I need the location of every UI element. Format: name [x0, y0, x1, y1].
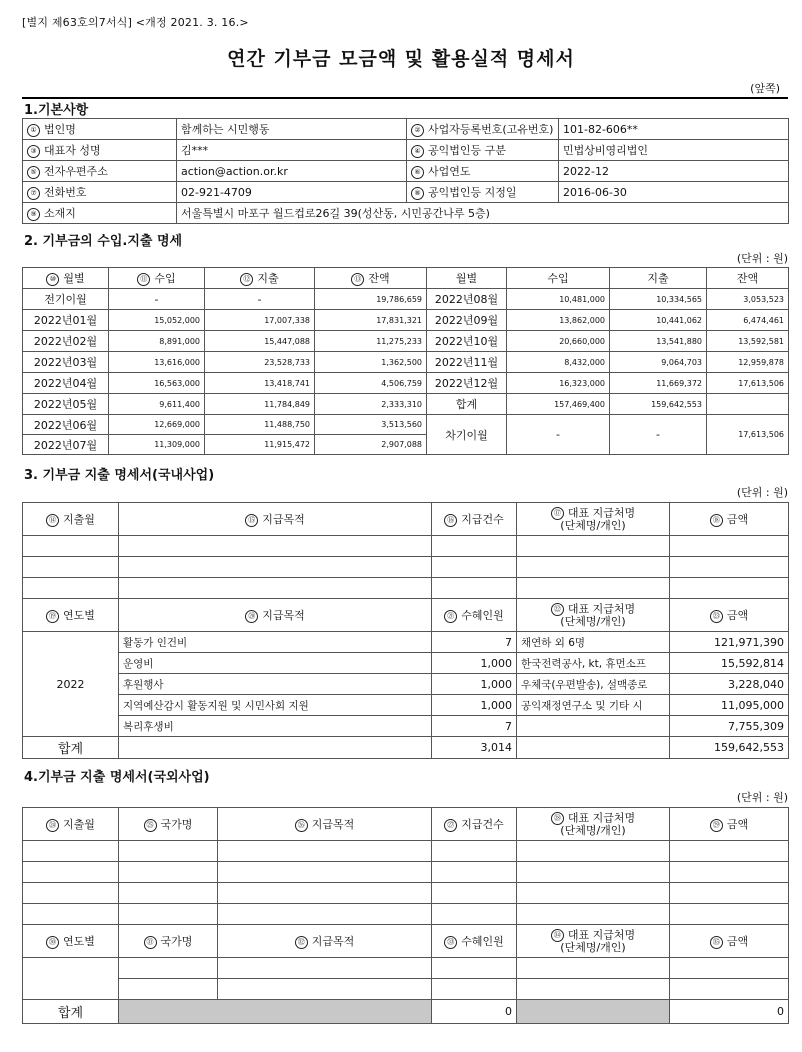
- header-label: 지급목적: [262, 513, 305, 526]
- field-label: 전화번호: [44, 186, 87, 199]
- label-cell: [23, 161, 177, 182]
- table-cell: 12,959,878: [707, 352, 789, 373]
- header-label: 수입: [154, 272, 176, 285]
- header-label: 대표 지급처명: [567, 602, 636, 615]
- header-label: 금액: [726, 513, 749, 526]
- item-number: ㉗: [444, 819, 457, 832]
- total-label: 합계: [23, 737, 119, 759]
- table-cell: 합계: [427, 394, 507, 415]
- table-cell: 0: [670, 1000, 789, 1024]
- table-cell: 3,053,523: [707, 289, 789, 310]
- address-value: 서울특별시 마포구 월드컵로26길 39(성산동, 시민공간나루 5층): [177, 203, 789, 224]
- table-cell: 17,613,506: [707, 373, 789, 394]
- table-header-row: [23, 925, 789, 958]
- table-cell: 함께하는 시민행동: [177, 119, 407, 140]
- table-cell: 전기이월: [23, 289, 109, 310]
- item-number: ⑩: [46, 273, 59, 286]
- header-label: 대표 지급처명: [567, 811, 636, 824]
- item-number: ⑬: [351, 273, 364, 286]
- shaded-cell: [119, 1000, 432, 1024]
- item-number: ㉙: [710, 819, 723, 832]
- table-cell: 16,323,000: [507, 373, 610, 394]
- table-cell: action@action.or.kr: [177, 161, 407, 182]
- item-number: ㉚: [46, 936, 59, 949]
- table-cell: 3,014: [432, 737, 517, 759]
- header-label: (단체명/개인): [560, 518, 626, 532]
- header-label: 월별: [63, 272, 85, 285]
- item-number: ⑤: [27, 166, 40, 179]
- label-cell: [407, 182, 559, 203]
- table-cell: 지역예산감시 활동지원 및 시민사회 지원: [119, 695, 432, 716]
- table-cell: 20,660,000: [507, 331, 610, 352]
- table-cell: 채연하 외 6명: [517, 632, 670, 653]
- table-cell: -: [610, 415, 707, 455]
- empty-row: [23, 536, 789, 557]
- field-label: 전자우편주소: [44, 165, 108, 178]
- table-cell: 8,891,000: [109, 331, 205, 352]
- table-cell: 2022년09월: [427, 310, 507, 331]
- table-cell: 공익재정연구소 및 기타 시: [517, 695, 670, 716]
- table-cell: 159,642,553: [610, 394, 707, 415]
- table-cell: 3,228,040: [670, 674, 789, 695]
- form-id: [별지 제63호의7서식] <개정 2021. 3. 16.>: [22, 16, 249, 29]
- table-cell: 1,000: [432, 653, 517, 674]
- table-cell: [517, 716, 670, 737]
- label-cell: [407, 119, 559, 140]
- empty-row: [23, 557, 789, 578]
- empty-row: [23, 883, 789, 904]
- item-number: ①: [27, 124, 40, 137]
- table-cell: 2022년12월: [427, 373, 507, 394]
- field-label: 사업연도: [428, 165, 471, 178]
- table-cell: 8,432,000: [507, 352, 610, 373]
- table-cell: 15,447,088: [205, 331, 315, 352]
- header-label: 연도별: [63, 935, 95, 948]
- table-cell: 지출: [610, 268, 707, 289]
- section2-unit: (단위 : 원): [736, 252, 788, 265]
- year-cell: 2022: [23, 632, 119, 737]
- item-number: ⑦: [27, 187, 40, 200]
- item-number: ⑮: [245, 514, 258, 527]
- income-expense-table: [22, 267, 789, 455]
- table-cell: [707, 394, 789, 415]
- header-label: 국가명: [160, 935, 193, 948]
- header-label: 지급목적: [311, 818, 355, 831]
- total-row: [23, 737, 789, 759]
- table-header-row: [23, 599, 789, 632]
- table-cell: 2,907,088: [315, 435, 427, 455]
- table-cell: 15,052,000: [109, 310, 205, 331]
- table-cell: 121,971,390: [670, 632, 789, 653]
- table-cell: 11,309,000: [109, 435, 205, 455]
- item-number: ⑧: [411, 187, 424, 200]
- page-title: 연간 기부금 모금액 및 활용실적 명세서: [227, 48, 575, 70]
- section4-title: 4.기부금 지출 명세서(국외사업): [24, 770, 210, 785]
- table-cell: 2022년03월: [23, 352, 109, 373]
- label-cell: [23, 182, 177, 203]
- header-label: 수혜인원: [461, 609, 504, 622]
- header-label: 국가명: [160, 818, 193, 831]
- item-number: ⑥: [411, 166, 424, 179]
- table-cell: 10,481,000: [507, 289, 610, 310]
- field-label: 소재지: [44, 207, 76, 220]
- table-cell: 월별: [427, 268, 507, 289]
- field-label: 공익법인등 지정일: [428, 186, 517, 199]
- section3-unit: (단위 : 원): [736, 486, 788, 499]
- table-cell: 7: [432, 632, 517, 653]
- table-cell: 17,831,321: [315, 310, 427, 331]
- table-cell: 2022-12: [559, 161, 789, 182]
- total-row: [23, 1000, 789, 1024]
- table-row: [23, 310, 789, 331]
- table-row: [23, 331, 789, 352]
- table-cell: 13,418,741: [205, 373, 315, 394]
- table-cell: 수입: [507, 268, 610, 289]
- field-label: 대표자 성명: [44, 144, 101, 157]
- item-number: ⑪: [137, 273, 150, 286]
- item-number: ⑯: [444, 514, 457, 527]
- table-row: [23, 289, 789, 310]
- table-cell: 운영비: [119, 653, 432, 674]
- table-cell: 2016-06-30: [559, 182, 789, 203]
- item-number: ⑫: [240, 273, 253, 286]
- field-label: 사업자등록번호(고유번호): [428, 123, 554, 136]
- label-cell: [407, 140, 559, 161]
- table-cell: 02-921-4709: [177, 182, 407, 203]
- header-label: 수혜인원: [461, 935, 504, 948]
- table-cell: 2022년10월: [427, 331, 507, 352]
- table-cell: -: [109, 289, 205, 310]
- header-label: (단체명/개인): [560, 823, 626, 837]
- table-cell: 13,541,880: [610, 331, 707, 352]
- table-cell: 2,333,310: [315, 394, 427, 415]
- table-row: [23, 394, 789, 415]
- header-label: 지급건수: [461, 818, 504, 831]
- table-cell: 11,488,750: [205, 415, 315, 435]
- item-number: ㉝: [444, 936, 457, 949]
- total-label: 합계: [23, 1000, 119, 1024]
- table-cell: 2022년01월: [23, 310, 109, 331]
- table-cell: 후원행사: [119, 674, 432, 695]
- table-cell: 10,441,062: [610, 310, 707, 331]
- item-number: ㉒: [551, 603, 564, 616]
- table-cell: 차기이월: [427, 415, 507, 455]
- table-cell: 4,506,759: [315, 373, 427, 394]
- header-label: 금액: [726, 935, 749, 948]
- table-row: [23, 161, 789, 182]
- table-row: [23, 182, 789, 203]
- empty-row: [23, 862, 789, 883]
- table-cell: 2022년08월: [427, 289, 507, 310]
- label-cell: [407, 161, 559, 182]
- table-cell: 11,095,000: [670, 695, 789, 716]
- section4-unit: (단위 : 원): [736, 791, 788, 804]
- table-cell: 23,528,733: [205, 352, 315, 373]
- table-cell: 9,064,703: [610, 352, 707, 373]
- item-number: ⑭: [46, 514, 59, 527]
- front-label: (앞쪽): [750, 82, 780, 95]
- table-row: [23, 674, 789, 695]
- table-cell: 2022년06월: [23, 415, 109, 435]
- table-cell: 17,007,338: [205, 310, 315, 331]
- table-cell: 11,915,472: [205, 435, 315, 455]
- table-row: [23, 415, 789, 435]
- header-label: 지출: [257, 272, 279, 285]
- empty-row: [23, 904, 789, 925]
- section2-title: 2. 기부금의 수입.지출 명세: [24, 234, 183, 249]
- section3-title: 3. 기부금 지출 명세서(국내사업): [24, 468, 215, 483]
- table-cell: 19,786,659: [315, 289, 427, 310]
- item-number: ㉟: [710, 936, 723, 949]
- table-cell: 김***: [177, 140, 407, 161]
- table-cell: 우체국(우편발송), 설맥종로: [517, 674, 670, 695]
- header-label: 대표 지급처명: [567, 928, 636, 941]
- table-header-row: [23, 503, 789, 536]
- item-number: ㉞: [551, 929, 564, 942]
- table-cell: 2022년07월: [23, 435, 109, 455]
- table-cell: 잔액: [707, 268, 789, 289]
- table-cell: 11,669,372: [610, 373, 707, 394]
- table-cell: 3,513,560: [315, 415, 427, 435]
- table-row: [23, 203, 789, 224]
- table-cell: 12,669,000: [109, 415, 205, 435]
- table-row: [23, 716, 789, 737]
- table-row: [23, 119, 789, 140]
- item-number: ㉑: [444, 610, 457, 623]
- table-cell: 2022년11월: [427, 352, 507, 373]
- table-row: [23, 653, 789, 674]
- table-row: [23, 695, 789, 716]
- label-cell: [23, 203, 177, 224]
- item-number: ㉕: [144, 819, 157, 832]
- table-row: [23, 140, 789, 161]
- table-cell: 9,611,400: [109, 394, 205, 415]
- table-cell: 13,592,581: [707, 331, 789, 352]
- item-number: ⑱: [710, 514, 723, 527]
- table-cell: 2022년05월: [23, 394, 109, 415]
- table-cell: -: [507, 415, 610, 455]
- table-cell: -: [205, 289, 315, 310]
- table-row: [23, 632, 789, 653]
- divider: [22, 97, 788, 99]
- table-row: [23, 373, 789, 394]
- table-cell: 13,862,000: [507, 310, 610, 331]
- table-cell: 17,613,506: [707, 415, 789, 455]
- table-cell: 6,474,461: [707, 310, 789, 331]
- table-cell: 2022년02월: [23, 331, 109, 352]
- overseas-expense-table: [22, 807, 789, 1024]
- header-label: 지급건수: [461, 513, 504, 526]
- table-cell: 0: [432, 1000, 517, 1024]
- empty-row: [23, 958, 789, 979]
- item-number: ㉘: [551, 812, 564, 825]
- table-cell: 7,755,309: [670, 716, 789, 737]
- header-label: 지출월: [63, 513, 95, 526]
- basic-info-table: [22, 118, 789, 224]
- shaded-cell: [517, 1000, 670, 1024]
- section1-title: 1.기본사항: [24, 103, 89, 118]
- item-number: ㉜: [295, 936, 308, 949]
- table-cell: 101-82-606**: [559, 119, 789, 140]
- table-cell: 159,642,553: [670, 737, 789, 759]
- item-number: ③: [27, 145, 40, 158]
- table-cell: 1,000: [432, 674, 517, 695]
- table-cell: 16,563,000: [109, 373, 205, 394]
- table-cell: 한국전력공사, kt, 휴먼소프: [517, 653, 670, 674]
- table-row: [23, 352, 789, 373]
- header-label: (단체명/개인): [560, 614, 626, 628]
- header-label: 연도별: [63, 609, 95, 622]
- table-header-row: [23, 808, 789, 841]
- table-cell: 15,592,814: [670, 653, 789, 674]
- header-label: 지급목적: [311, 935, 355, 948]
- table-cell: 활동가 인건비: [119, 632, 432, 653]
- item-number: ㉛: [144, 936, 157, 949]
- header-label: (단체명/개인): [560, 940, 626, 954]
- item-number: ④: [411, 145, 424, 158]
- table-header-row: [23, 268, 789, 289]
- table-cell: 11,784,849: [205, 394, 315, 415]
- label-cell: [23, 140, 177, 161]
- empty-row: [23, 578, 789, 599]
- item-number: ⑳: [245, 610, 258, 623]
- item-number: ⑨: [27, 208, 40, 221]
- header-label: 잔액: [368, 272, 390, 285]
- header-label: 지급목적: [262, 609, 305, 622]
- label-cell: [23, 119, 177, 140]
- empty-row: [23, 841, 789, 862]
- field-label: 공익법인등 구분: [428, 144, 506, 157]
- item-number: ⑰: [551, 507, 564, 520]
- table-cell: 민법상비영리법인: [559, 140, 789, 161]
- table-cell: 13,616,000: [109, 352, 205, 373]
- header-label: 금액: [726, 818, 749, 831]
- table-cell: 2022년04월: [23, 373, 109, 394]
- table-cell: 10,334,565: [610, 289, 707, 310]
- item-number: ㉓: [710, 610, 723, 623]
- table-cell: 11,275,233: [315, 331, 427, 352]
- table-cell: 157,469,400: [507, 394, 610, 415]
- empty-row: [23, 979, 789, 1000]
- table-cell: 1,000: [432, 695, 517, 716]
- table-cell: 1,362,500: [315, 352, 427, 373]
- item-number: ㉔: [46, 819, 59, 832]
- header-label: 금액: [726, 609, 749, 622]
- item-number: ⑲: [46, 610, 59, 623]
- domestic-expense-table: [22, 502, 789, 759]
- item-number: ②: [411, 124, 424, 137]
- header-label: 지출월: [63, 818, 95, 831]
- table-cell: 7: [432, 716, 517, 737]
- item-number: ㉖: [295, 819, 308, 832]
- table-cell: 복리후생비: [119, 716, 432, 737]
- field-label: 법인명: [44, 123, 76, 136]
- header-label: 대표 지급처명: [567, 506, 636, 519]
